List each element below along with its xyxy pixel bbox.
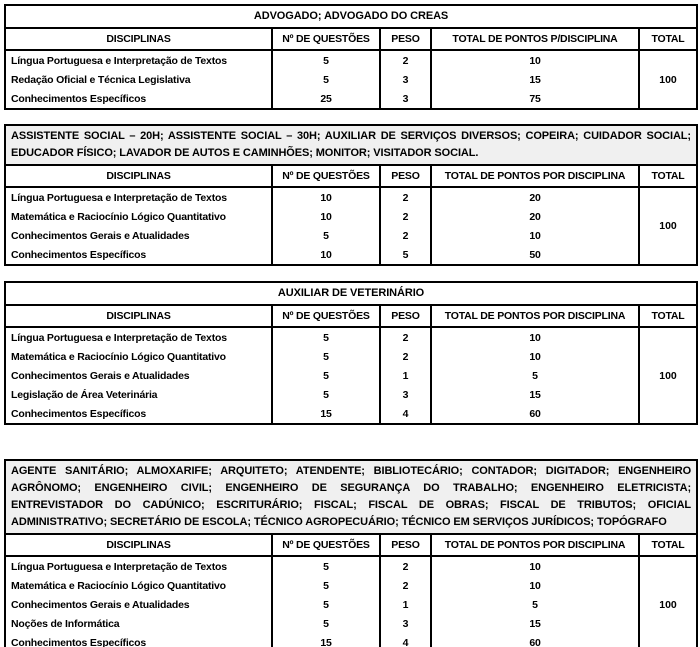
weight-cell: 2 bbox=[380, 556, 431, 576]
discipline-cell: Matemática e Raciocínio Lógico Quantitativo bbox=[5, 576, 272, 595]
points-cell: 15 bbox=[431, 614, 639, 633]
table-row bbox=[5, 366, 697, 385]
discipline-cell: Conhecimentos Específicos bbox=[5, 404, 272, 424]
questions-cell: 5 bbox=[272, 366, 380, 385]
table-row bbox=[5, 207, 697, 226]
table-row bbox=[5, 245, 697, 265]
points-cell: 10 bbox=[431, 50, 639, 70]
column-header: PESO bbox=[380, 534, 431, 556]
column-header: DISCIPLINAS bbox=[5, 534, 272, 556]
title-row bbox=[5, 5, 697, 28]
weight-cell: 1 bbox=[380, 366, 431, 385]
table-row bbox=[5, 614, 697, 633]
questions-cell: 5 bbox=[272, 226, 380, 245]
questions-cell: 5 bbox=[272, 576, 380, 595]
points-cell: 15 bbox=[431, 385, 639, 404]
weight-cell: 2 bbox=[380, 327, 431, 347]
header-row bbox=[5, 305, 697, 327]
weight-cell: 1 bbox=[380, 595, 431, 614]
column-header: TOTAL DE PONTOS P/DISCIPLINA bbox=[431, 28, 639, 50]
table-row bbox=[5, 595, 697, 614]
questions-cell: 15 bbox=[272, 633, 380, 647]
table-title: AGENTE SANITÁRIO; ALMOXARIFE; ARQUITETO; ATENDENTE; BIBLIOTECÁRIO; CONTADOR; DIGITADOR; ENGENHEIRO AGRÔNOMO; ENGENHEIRO CIVIL; ENGENHEIRO DE SEGURANÇA DO TRABALHO; ENGENHEIRO ELETRICISTA; ENTREVISTADOR DO CADÚNICO; ESCRITURÁRIO; FISCAL; FISCAL DE OBRAS; FISCAL DE TRIBUTOS; OFICIAL ADMINISTRATIVO; SECRETÁRIO DE ESCOLA; TÉCNICO AGROPECUÁRIO; TÉCNICO EM SERVIÇOS JURÍDICOS; TOPÓGRAFO bbox=[5, 460, 697, 534]
title-row bbox=[5, 125, 697, 165]
discipline-cell: Língua Portuguesa e Interpretação de Textos bbox=[5, 327, 272, 347]
weight-cell: 2 bbox=[380, 576, 431, 595]
total-value-cell: 100 bbox=[639, 187, 697, 265]
table-title: ASSISTENTE SOCIAL – 20H; ASSISTENTE SOCIAL – 30H; AUXILIAR DE SERVIÇOS DIVERSOS; COPEIRA; CUIDADOR SOCIAL; EDUCADOR FÍSICO; LAVADOR DE AUTOS E CAMINHÕES; MONITOR; VISITADOR SOCIAL. bbox=[5, 125, 697, 165]
header-row bbox=[5, 534, 697, 556]
table-row bbox=[5, 385, 697, 404]
questions-cell: 25 bbox=[272, 89, 380, 109]
total-value-cell: 100 bbox=[639, 556, 697, 647]
weight-cell: 2 bbox=[380, 226, 431, 245]
column-header: TOTAL bbox=[639, 165, 697, 187]
column-header: Nº DE QUESTÕES bbox=[272, 28, 380, 50]
column-header: TOTAL DE PONTOS POR DISCIPLINA bbox=[431, 165, 639, 187]
points-cell: 10 bbox=[431, 347, 639, 366]
points-cell: 10 bbox=[431, 576, 639, 595]
table-row bbox=[5, 327, 697, 347]
points-cell: 20 bbox=[431, 187, 639, 207]
score-table-advogado bbox=[4, 4, 698, 110]
total-value-cell: 100 bbox=[639, 327, 697, 424]
weight-cell: 3 bbox=[380, 385, 431, 404]
discipline-cell: Conhecimentos Gerais e Atualidades bbox=[5, 226, 272, 245]
weight-cell: 2 bbox=[380, 347, 431, 366]
title-row bbox=[5, 282, 697, 305]
discipline-cell: Língua Portuguesa e Interpretação de Textos bbox=[5, 556, 272, 576]
discipline-cell: Conhecimentos Específicos bbox=[5, 633, 272, 647]
table-row bbox=[5, 633, 697, 647]
questions-cell: 5 bbox=[272, 70, 380, 89]
weight-cell: 5 bbox=[380, 245, 431, 265]
discipline-cell: Conhecimentos Específicos bbox=[5, 89, 272, 109]
discipline-cell: Língua Portuguesa e Interpretação de Textos bbox=[5, 50, 272, 70]
discipline-cell: Legislação de Área Veterinária bbox=[5, 385, 272, 404]
discipline-cell: Matemática e Raciocínio Lógico Quantitativo bbox=[5, 207, 272, 226]
table-row bbox=[5, 404, 697, 424]
points-cell: 10 bbox=[431, 226, 639, 245]
points-cell: 20 bbox=[431, 207, 639, 226]
header-row bbox=[5, 165, 697, 187]
score-table-assistente-social bbox=[4, 124, 698, 266]
points-cell: 10 bbox=[431, 556, 639, 576]
column-header: TOTAL bbox=[639, 534, 697, 556]
points-cell: 10 bbox=[431, 327, 639, 347]
column-header: TOTAL bbox=[639, 305, 697, 327]
table-row bbox=[5, 226, 697, 245]
questions-cell: 5 bbox=[272, 556, 380, 576]
questions-cell: 10 bbox=[272, 207, 380, 226]
weight-cell: 3 bbox=[380, 70, 431, 89]
discipline-cell: Conhecimentos Gerais e Atualidades bbox=[5, 366, 272, 385]
questions-cell: 10 bbox=[272, 187, 380, 207]
column-header: Nº DE QUESTÕES bbox=[272, 165, 380, 187]
discipline-cell: Matemática e Raciocínio Lógico Quantitativo bbox=[5, 347, 272, 366]
questions-cell: 5 bbox=[272, 614, 380, 633]
discipline-cell: Noções de Informática bbox=[5, 614, 272, 633]
weight-cell: 2 bbox=[380, 187, 431, 207]
table-title: ADVOGADO; ADVOGADO DO CREAS bbox=[5, 5, 697, 28]
header-row bbox=[5, 28, 697, 50]
questions-cell: 5 bbox=[272, 347, 380, 366]
total-value-cell: 100 bbox=[639, 50, 697, 109]
points-cell: 50 bbox=[431, 245, 639, 265]
weight-cell: 4 bbox=[380, 633, 431, 647]
weight-cell: 4 bbox=[380, 404, 431, 424]
column-header: DISCIPLINAS bbox=[5, 165, 272, 187]
weight-cell: 2 bbox=[380, 50, 431, 70]
table-row bbox=[5, 89, 697, 109]
weight-cell: 3 bbox=[380, 89, 431, 109]
title-row bbox=[5, 460, 697, 534]
questions-cell: 5 bbox=[272, 50, 380, 70]
column-header: DISCIPLINAS bbox=[5, 305, 272, 327]
points-cell: 5 bbox=[431, 366, 639, 385]
table-row bbox=[5, 576, 697, 595]
table-row bbox=[5, 70, 697, 89]
column-header: Nº DE QUESTÕES bbox=[272, 305, 380, 327]
discipline-cell: Conhecimentos Gerais e Atualidades bbox=[5, 595, 272, 614]
column-header: TOTAL bbox=[639, 28, 697, 50]
score-table-auxiliar-veterinario bbox=[4, 281, 698, 425]
table-row bbox=[5, 347, 697, 366]
table-row bbox=[5, 50, 697, 70]
column-header: PESO bbox=[380, 28, 431, 50]
questions-cell: 5 bbox=[272, 595, 380, 614]
points-cell: 60 bbox=[431, 633, 639, 647]
column-header: PESO bbox=[380, 305, 431, 327]
points-cell: 5 bbox=[431, 595, 639, 614]
questions-cell: 10 bbox=[272, 245, 380, 265]
points-cell: 60 bbox=[431, 404, 639, 424]
weight-cell: 2 bbox=[380, 207, 431, 226]
questions-cell: 15 bbox=[272, 404, 380, 424]
column-header: DISCIPLINAS bbox=[5, 28, 272, 50]
table-title: AUXILIAR DE VETERINÁRIO bbox=[5, 282, 697, 305]
points-cell: 15 bbox=[431, 70, 639, 89]
discipline-cell: Redação Oficial e Técnica Legislativa bbox=[5, 70, 272, 89]
table-row bbox=[5, 187, 697, 207]
discipline-cell: Conhecimentos Específicos bbox=[5, 245, 272, 265]
questions-cell: 5 bbox=[272, 327, 380, 347]
points-cell: 75 bbox=[431, 89, 639, 109]
column-header: PESO bbox=[380, 165, 431, 187]
questions-cell: 5 bbox=[272, 385, 380, 404]
discipline-cell: Língua Portuguesa e Interpretação de Textos bbox=[5, 187, 272, 207]
table-row bbox=[5, 556, 697, 576]
column-header: Nº DE QUESTÕES bbox=[272, 534, 380, 556]
score-table-agente-sanitario-group bbox=[4, 459, 698, 647]
column-header: TOTAL DE PONTOS POR DISCIPLINA bbox=[431, 534, 639, 556]
weight-cell: 3 bbox=[380, 614, 431, 633]
column-header: TOTAL DE PONTOS POR DISCIPLINA bbox=[431, 305, 639, 327]
